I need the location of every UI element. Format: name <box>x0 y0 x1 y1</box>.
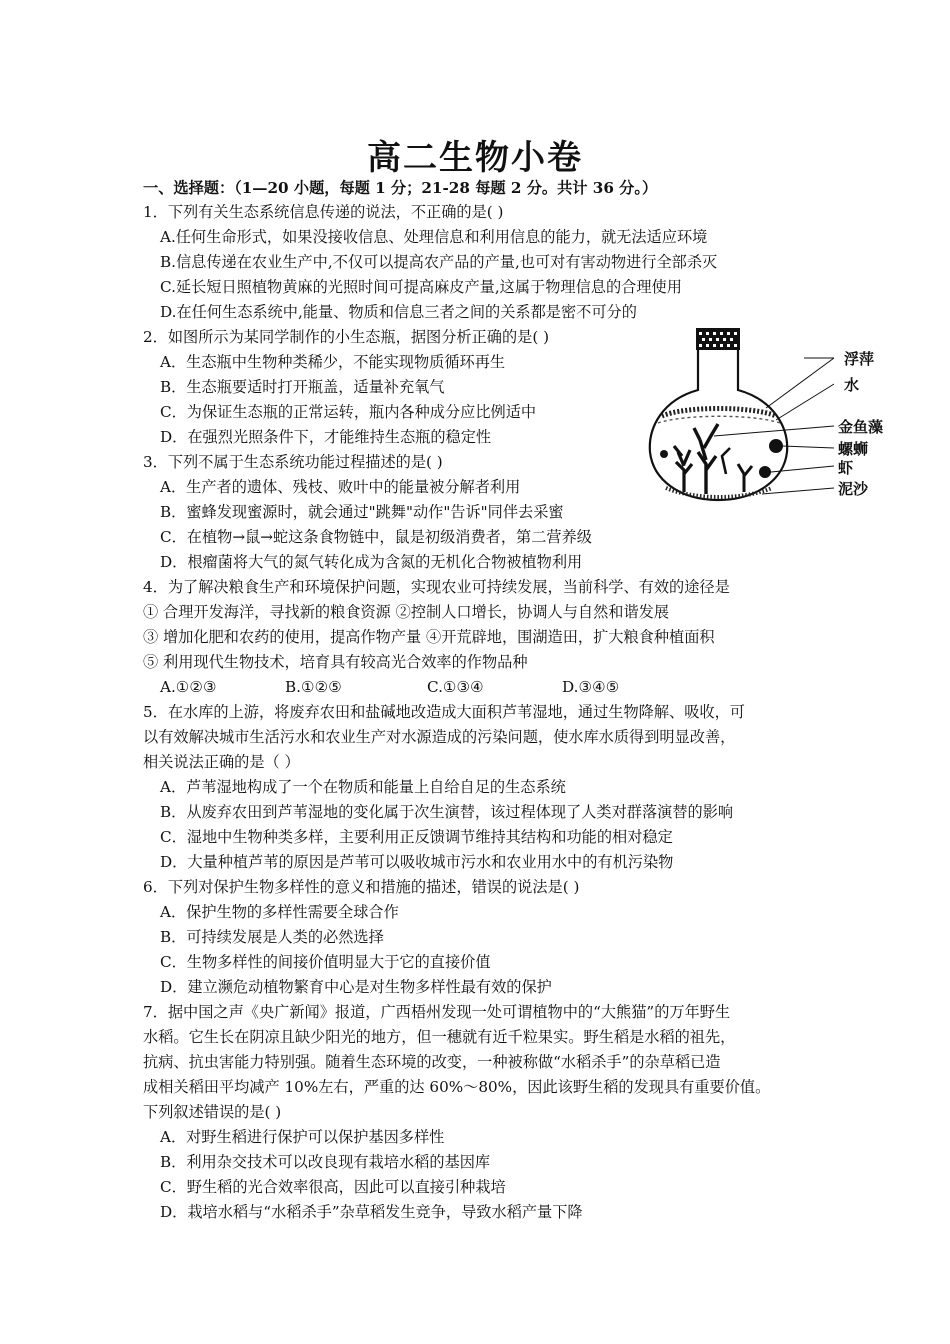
question-1-option-c: C.延长短日照植物黄麻的光照时间可提高麻皮产量,这属于物理信息的合理使用 <box>160 278 682 296</box>
question-1-option-a: A.任何生命形式，如果没接收信息、处理信息和利用信息的能力，就无法适应环境 <box>160 228 708 246</box>
question-4-option-c: C.①③④ <box>427 678 484 696</box>
question-5-stem-line-2: 以有效解决城市生活污水和农业生产对水源造成的污染问题，使水库水质得到明显改善， <box>143 728 736 746</box>
page-title: 高二生物小卷 <box>367 138 583 178</box>
question-4-item-3-4: ③ 增加化肥和农药的使用，提高作物产量 ④开荒辟地，围湖造田，扩大粮食种植面积 <box>143 628 715 646</box>
question-7-option-b: B．利用杂交技术可以改良现有栽培水稻的基因库 <box>160 1153 491 1171</box>
question-4-stem: 4．为了解决粮食生产和环境保护问题，实现农业可持续发展，当前科学、有效的途径是 <box>143 578 730 596</box>
label-duckweed: 浮萍 <box>844 350 875 368</box>
question-2-option-d: D．在强烈光照条件下，才能维持生态瓶的稳定性 <box>160 428 492 446</box>
question-2-stem: 2．如图所示为某同学制作的小生态瓶，据图分析正确的是( ) <box>143 328 550 346</box>
question-6-option-d: D．建立濒危动植物繁育中心是对生物多样性最有效的保护 <box>160 978 552 996</box>
label-shrimp: 虾 <box>838 459 854 477</box>
duckweed <box>662 409 776 417</box>
question-7-stem-line-2: 水稻。它生长在阴凉且缺少阳光的地方，但一穗就有近千粒果实。野生稻是水稻的祖先， <box>143 1028 736 1046</box>
question-3-option-a: A．生产者的遗体、残枝、败叶中的能量被分解者利用 <box>160 478 521 496</box>
question-3-option-c: C．在植物→鼠→蛇这条食物链中，鼠是初级消费者，第二营养级 <box>160 528 592 546</box>
question-3-stem: 3．下列不属于生态系统功能过程描述的是( ) <box>143 453 443 471</box>
question-7-option-c: C．野生稻的光合效率很高，因此可以直接引种栽培 <box>160 1178 506 1196</box>
question-4-item-5: ⑤ 利用现代生物技术，培育具有较高光合效率的作物品种 <box>143 653 528 671</box>
question-6-option-c: C．生物多样性的间接价值明显大于它的直接价值 <box>160 953 491 971</box>
question-5-option-a: A．芦苇湿地构成了一个在物质和能量上自给自足的生态系统 <box>160 778 566 796</box>
question-7-stem-line-5: 下列叙述错误的是( ) <box>143 1103 282 1121</box>
question-1-option-b: B.信息传递在农业生产中,不仅可以提高农产品的产量,也可对有害动物进行全部杀灭 <box>160 253 718 271</box>
question-4-option-d: D.③④⑤ <box>562 678 620 696</box>
label-hornwort: 金鱼藻 <box>838 418 884 436</box>
shrimp <box>759 466 771 478</box>
hornwort-plant <box>674 446 692 492</box>
question-1-option-d: D.在任何生态系统中,能量、物质和信息三者之间的关系都是密不可分的 <box>160 303 637 321</box>
question-4-option-b: B.①②⑤ <box>285 678 342 696</box>
question-5-option-b: B．从废弃农田到芦苇湿地的变化属于次生演替，该过程体现了人类对群落演替的影响 <box>160 803 734 821</box>
question-5-option-c: C．湿地中生物种类多样，主要利用正反馈调节维持其结构和功能的相对稳定 <box>160 828 673 846</box>
question-3-option-b: B．蜜蜂发现蜜源时，就会通过"跳舞"动作"告诉"同伴去采蜜 <box>160 503 564 521</box>
question-7-stem-line-3: 抗病、抗虫害能力特别强。随着生态环境的改变，一种被称做“水稻杀手”的杂草稻已造 <box>143 1053 721 1071</box>
question-4-option-a: A.①②③ <box>160 678 217 696</box>
question-1-stem: 1．下列有关生态系统信息传递的说法，不正确的是( ) <box>143 203 504 221</box>
question-2-option-a: A．生态瓶中生物种类稀少，不能实现物质循环再生 <box>160 353 506 371</box>
question-7-option-a: A．对野生稻进行保护可以保护基因多样性 <box>160 1128 445 1146</box>
label-water: 水 <box>844 376 860 394</box>
question-2-option-c: C．为保证生态瓶的正常运转，瓶内各种成分应比例适中 <box>160 403 537 421</box>
ecosystem-bottle-diagram <box>644 324 906 502</box>
label-sand: 泥沙 <box>838 480 869 498</box>
question-5-stem-line-1: 5．在水库的上游，将废弃农田和盐碱地改造成大面积芦苇湿地，通过生物降解、吸收，可 <box>143 703 745 721</box>
question-3-option-d: D．根瘤菌将大气的氮气转化成为含氮的无机化合物被植物利用 <box>160 553 583 571</box>
question-2-option-b: B．生态瓶要适时打开瓶盖，适量补充氧气 <box>160 378 445 396</box>
question-5-stem-line-3: 相关说法正确的是（ ） <box>143 753 300 771</box>
snail <box>769 439 783 453</box>
question-6-option-b: B．可持续发展是人类的必然选择 <box>160 928 384 946</box>
section-header: 一、选择题：（1—20 小题，每题 1 分；21-28 每题 2 分。共计 36 分。） <box>143 179 658 197</box>
question-7-stem-line-1: 7．据中国之声《央广新闻》报道，广西梧州发现一处可谓植物中的“大熊猫”的万年野生 <box>143 1003 731 1021</box>
question-5-option-d: D．大量种植芦苇的原因是芦苇可以吸收城市污水和农业用水中的有机污染物 <box>160 853 674 871</box>
question-6-option-a: A．保护生物的多样性需要全球合作 <box>160 903 399 921</box>
label-snail: 螺蛳 <box>838 440 869 458</box>
question-6-stem: 6．下列对保护生物多样性的意义和措施的描述，错误的说法是( ) <box>143 878 580 896</box>
question-7-option-d: D．栽培水稻与“水稻杀手”杂草稻发生竞争，导致水稻产量下降 <box>160 1203 583 1221</box>
question-7-stem-line-4: 成相关稻田平均减产 10%左右，严重的达 60%～80%，因此该野生稻的发现具有重要价值。 <box>143 1078 771 1096</box>
question-4-item-1-2: ① 合理开发海洋，寻找新的粮食资源 ②控制人口增长，协调人与自然和谐发展 <box>143 603 670 621</box>
